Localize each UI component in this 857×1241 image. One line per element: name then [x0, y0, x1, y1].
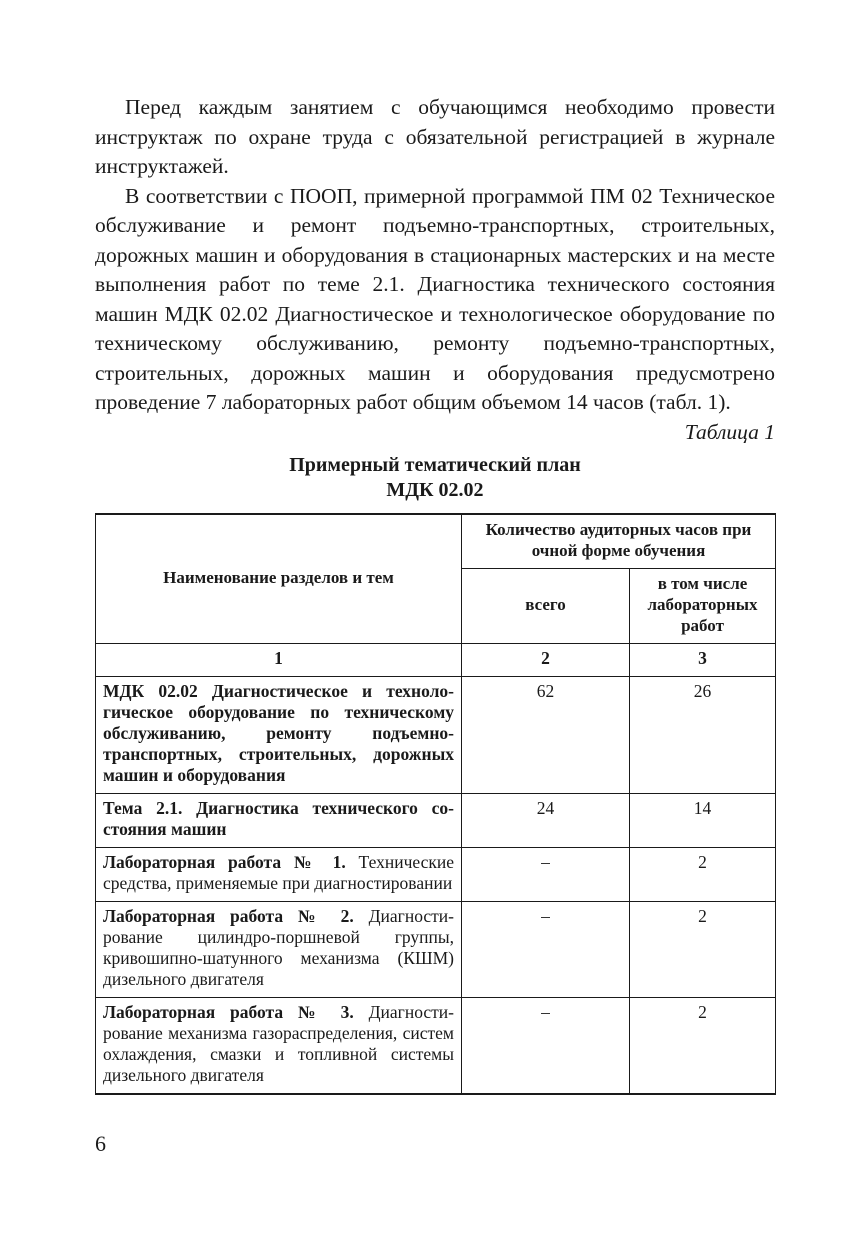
row-name-bold: Лабораторная работа № 2. [103, 905, 354, 926]
table-header-row [96, 514, 776, 569]
row-name-text: Диагностирование цилиндро-поршневой группы, кривошипно-шатунного механизма (КШМ) дизельного двигателя [103, 905, 454, 989]
column-number: 2 [462, 643, 630, 676]
column-number-row [96, 643, 776, 676]
row-name-bold: Лабораторная работа № 1. [103, 851, 346, 872]
row-name-text: Технические средства, применяемые при диагностировании [103, 851, 455, 893]
row-lab: 2 [630, 901, 776, 997]
row-lab: 14 [630, 793, 776, 847]
row-name-text: Диагностирование механизма газораспределения, систем охлаждения, смазки и топливной системы дизельного двигателя [103, 1001, 454, 1085]
table-label: Таблица 1 [684, 419, 775, 444]
table-row [96, 997, 776, 1094]
column-number: 3 [630, 643, 776, 676]
row-name-bold: Лабораторная работа № 3. [103, 1001, 354, 1022]
paragraph-program: В соответствии с ПООП, примерной программой ПМ 02 Техническое обслуживание и ремонт подъемно-транспортных, строительных, дорожных машин и оборудования в стационарных мастерских и на месте выполнения работ по теме 2.1. Диагностика технического состояния машин МДК 02.02 Диагностическое и технологическое оборудование по техническому обслуживанию, ремонту подъемно-транспортных, строительных, дорожных машин и оборудования предусмотрено проведение 7 лабораторных работ общим объемом 14 часов (табл. 1). [95, 183, 775, 414]
row-name-bold: Тема 2.1. Диагностика технического состояния машин [103, 797, 454, 839]
header-total: всего [462, 568, 630, 643]
page-number: 6 [95, 1131, 106, 1156]
row-total: – [462, 847, 630, 901]
row-name [96, 793, 462, 847]
row-total: 62 [462, 676, 630, 793]
table-title-line-1: Примерный тематический план [289, 453, 581, 476]
page-content [95, 93, 775, 1095]
header-name: Наименование разделов и тем [96, 514, 462, 644]
table-row [96, 676, 776, 793]
table-row [96, 793, 776, 847]
row-lab: 2 [630, 997, 776, 1094]
row-name [96, 847, 462, 901]
table-title-line-2: МДК 02.02 [386, 478, 484, 501]
table-row [96, 901, 776, 997]
table-title [95, 453, 775, 503]
header-hours: Количество аудиторных часов при очной форме обучения [462, 514, 776, 569]
row-name-bold: МДК 02.02 Диагностическое и технологическое оборудование по техническому обслуживанию, ремонту подъемно-транспортных, строительных, дорожных машин и оборудования [103, 680, 454, 785]
row-total: – [462, 901, 630, 997]
row-name [96, 997, 462, 1094]
row-name [96, 676, 462, 793]
thematic-plan-table [95, 513, 776, 1095]
row-lab: 2 [630, 847, 776, 901]
table-row [96, 847, 776, 901]
row-total: 24 [462, 793, 630, 847]
row-name [96, 901, 462, 997]
row-lab: 26 [630, 676, 776, 793]
column-number: 1 [96, 643, 462, 676]
header-lab: в том числе лабораторных работ [630, 568, 776, 643]
paragraph-instruction: Перед каждым занятием с обучающимся необходимо провести инструктаж по охране труда с обязательной регистрацией в журнале инструктажей. [95, 95, 775, 178]
row-total: – [462, 997, 630, 1094]
